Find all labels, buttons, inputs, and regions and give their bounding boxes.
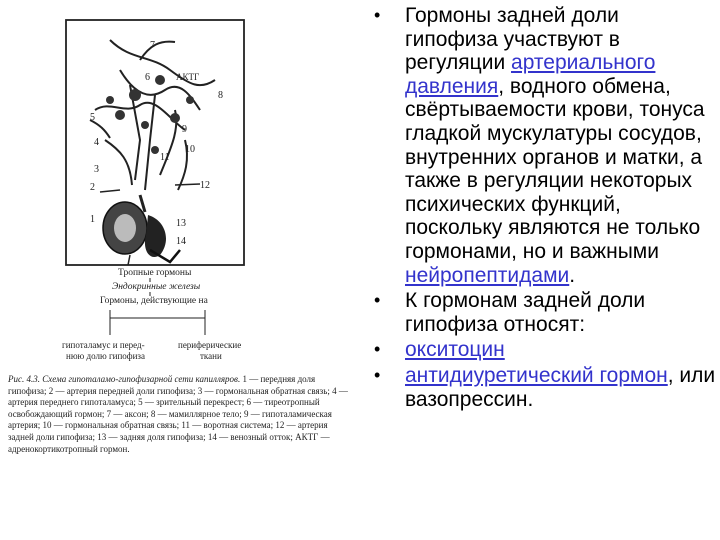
flow-endocrine-glands: Эндокринные железы (112, 282, 201, 292)
label-5: 5 (90, 112, 95, 123)
bullet-marker: • (374, 339, 381, 360)
flow-left-target-2: нюю долю гипофиза (66, 351, 145, 361)
label-3: 3 (94, 164, 99, 175)
bullet-text: Гормоны задней доли гипофиза участвуют в регуляции артериального давления, водного обмена, свёртываемости крови, тонуса гладкой мускулатуры сосудов, внутренних органов и матки, а также в регуляции некоторых психических функций, поскольку являются не только гормонами, но и важными нейропептидами. (405, 4, 705, 287)
bullet-text: К гормонам задней доли гипофиза относят: (405, 289, 646, 336)
bullet-list (372, 4, 717, 413)
hormone-flow (62, 268, 241, 361)
bullet-item (372, 4, 717, 287)
label-9: 9 (182, 124, 187, 135)
label-13: 13 (176, 218, 186, 229)
link-neuropeptides[interactable]: нейропептидами (405, 263, 570, 287)
label-akth: АКТГ (176, 72, 200, 82)
link-arterial-pressure[interactable]: артериального давления (405, 51, 656, 98)
bullet-marker: • (374, 5, 381, 25)
label-1: 1 (90, 214, 95, 225)
bullet-marker: • (374, 364, 381, 385)
bullet-item (372, 338, 717, 362)
label-10: 10 (185, 144, 195, 155)
label-12: 12 (200, 180, 210, 191)
link-oxytocin[interactable]: окситоцин (405, 338, 505, 362)
caption-body: 1 — передняя доля гипофиза; 2 — артерия передней доли гипофиза; 3 — гормональная обратная связь; 4 — артерия переднего гипоталамуса; 5 — зрительный перекрест; 6 — тиреотропный освобождающий гормон; 7 — аксон; 8 — мамиллярное тело; 9 — гипоталамическая артерия; 10 — гормональная обратная связь; 11 — воротная система; 12 — артерия задней доли гипофиза; 13 — задняя доля гипофиза; 14 — венозный отток; АКТГ — адренокортикотропный гормон. (8, 374, 348, 454)
bullet-item (372, 364, 717, 411)
caption-title: Рис. 4.3. Схема гипоталамо-гипофизарной сети капилляров. (8, 374, 241, 384)
hypothalamic-pituitary-diagram (0, 0, 360, 380)
label-2: 2 (90, 182, 95, 193)
label-14: 14 (176, 236, 186, 247)
label-11: 11 (160, 152, 170, 163)
figure-panel (0, 0, 360, 480)
flow-tropic-hormones: Тропные гормоны (118, 268, 192, 278)
label-7: 7 (150, 40, 155, 51)
figure-caption (8, 374, 353, 455)
posterior-lobe (145, 215, 166, 257)
vessel-network (90, 40, 215, 190)
flow-right-target-2: ткани (200, 351, 222, 361)
label-6: 6 (145, 72, 150, 83)
pituitary (103, 195, 180, 262)
bullet-text: антидиуретический гормон, или вазопрессин. (405, 363, 716, 411)
flow-left-target-1: гипоталамус и перед- (62, 340, 145, 350)
label-8: 8 (218, 90, 223, 101)
flow-right-target-1: периферические (178, 340, 242, 350)
link-antidiuretic-hormone[interactable]: антидиуретический гормон (405, 363, 668, 387)
label-4: 4 (94, 137, 99, 148)
flow-hormones-on: Гормоны, действующие на (100, 296, 208, 306)
bullet-item (372, 289, 717, 336)
bullet-marker: • (374, 290, 381, 311)
